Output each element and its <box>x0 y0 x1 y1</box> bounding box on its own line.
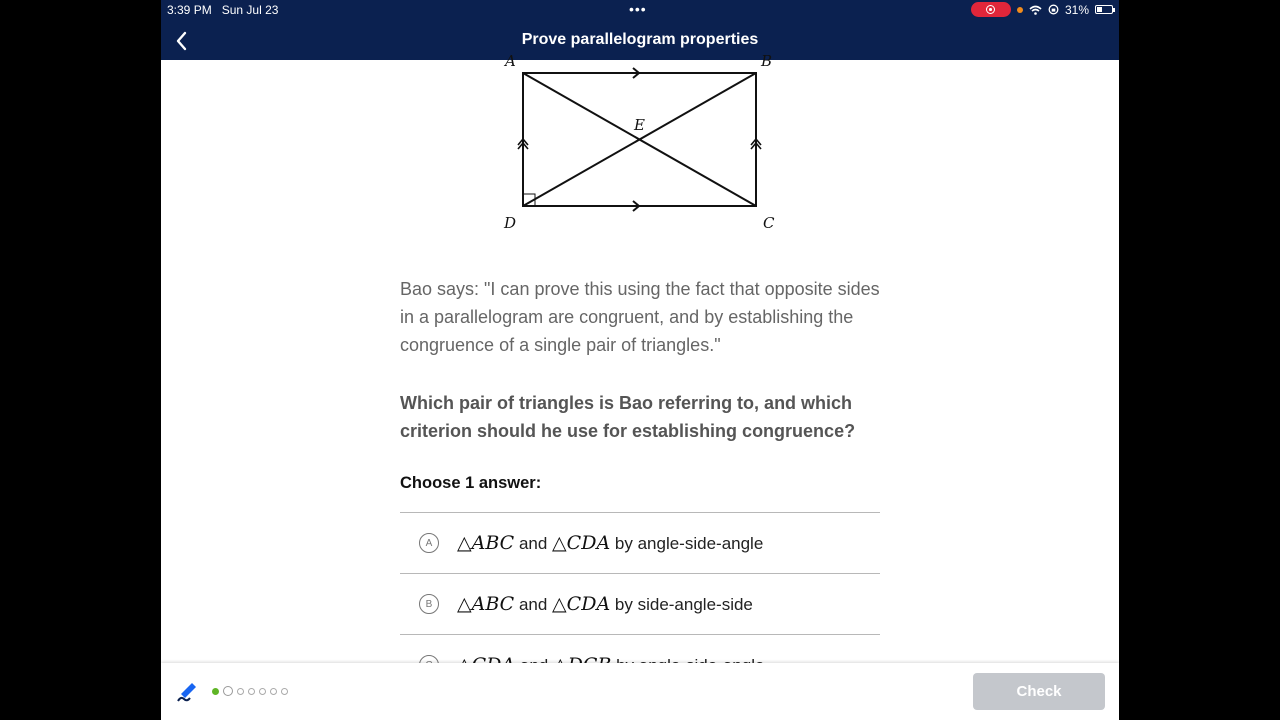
scratchpad-pencil-icon <box>175 679 199 705</box>
progress-dot <box>212 688 219 695</box>
vertex-label-d: D <box>504 214 517 232</box>
status-clock: 3:39 PM <box>167 3 212 17</box>
triangle-1-name: ABC <box>471 532 515 554</box>
conjunction: and <box>518 595 548 614</box>
choice-radio[interactable] <box>419 594 439 614</box>
orientation-lock-icon <box>1048 4 1059 15</box>
progress-dot <box>281 688 288 695</box>
mic-indicator-dot <box>1017 7 1023 13</box>
triangle-symbol: △ <box>457 532 472 554</box>
wifi-icon <box>1029 5 1042 15</box>
battery-icon <box>1095 5 1113 14</box>
progress-dot <box>223 686 233 696</box>
vertex-label-b: B <box>761 52 773 70</box>
choice-text <box>457 532 763 554</box>
check-button[interactable]: Check <box>973 673 1105 710</box>
question-text: Which pair of triangles is Bao referring to, and which criterion should he use for establishing congruence? <box>400 393 856 441</box>
multitasking-dots[interactable]: ••• <box>629 1 647 17</box>
status-bar <box>161 0 1119 22</box>
status-time <box>167 3 278 17</box>
progress-dot <box>248 688 255 695</box>
parallelogram-figure <box>493 50 793 240</box>
app-screen <box>161 0 1119 720</box>
record-icon <box>986 5 995 14</box>
choice-text <box>457 593 753 615</box>
vertex-label-a: A <box>505 52 516 70</box>
criterion: by side-angle-side <box>614 595 753 614</box>
triangle-2-name: CDA <box>566 532 611 554</box>
answer-choice-b[interactable] <box>400 574 880 635</box>
point-label-e: E <box>634 116 645 134</box>
battery-percent: 31% <box>1064 2 1089 17</box>
triangle-1 <box>457 593 514 615</box>
triangle-2 <box>552 532 610 554</box>
conjunction: and <box>518 534 548 553</box>
criterion: by angle-side-angle <box>614 534 764 553</box>
triangle-symbol: △ <box>457 593 472 615</box>
exercise-content <box>161 52 1119 663</box>
progress-dot <box>237 688 244 695</box>
scratchpad-button[interactable] <box>175 679 199 705</box>
triangle-1-name: ABC <box>471 593 515 615</box>
triangle-1 <box>457 532 514 554</box>
bao-statement: Bao says: "I can prove this using the fact that opposite sides in a parallelogram are congruent, and by establishing the congruence of a single pair of triangles." <box>400 279 880 355</box>
triangle-symbol: △ <box>552 593 567 615</box>
progress-dot <box>270 688 277 695</box>
triangle-2 <box>552 593 610 615</box>
triangle-2-name: CDA <box>566 593 611 615</box>
vertex-label-c: C <box>763 214 775 232</box>
screen-recording-indicator[interactable] <box>971 2 1011 17</box>
choice-radio[interactable] <box>419 533 439 553</box>
triangle-symbol: △ <box>552 532 567 554</box>
status-date: Sun Jul 23 <box>221 3 279 17</box>
status-indicators <box>971 2 1113 17</box>
choose-label: Choose 1 answer: <box>400 474 542 492</box>
bottom-bar <box>161 663 1119 720</box>
choice-letter: B <box>425 598 433 610</box>
progress-dots <box>212 686 288 696</box>
page-title: Prove parallelogram properties <box>521 31 759 48</box>
answer-choice-a[interactable] <box>400 513 880 574</box>
progress-dot <box>259 688 266 695</box>
choice-letter: A <box>425 537 433 549</box>
